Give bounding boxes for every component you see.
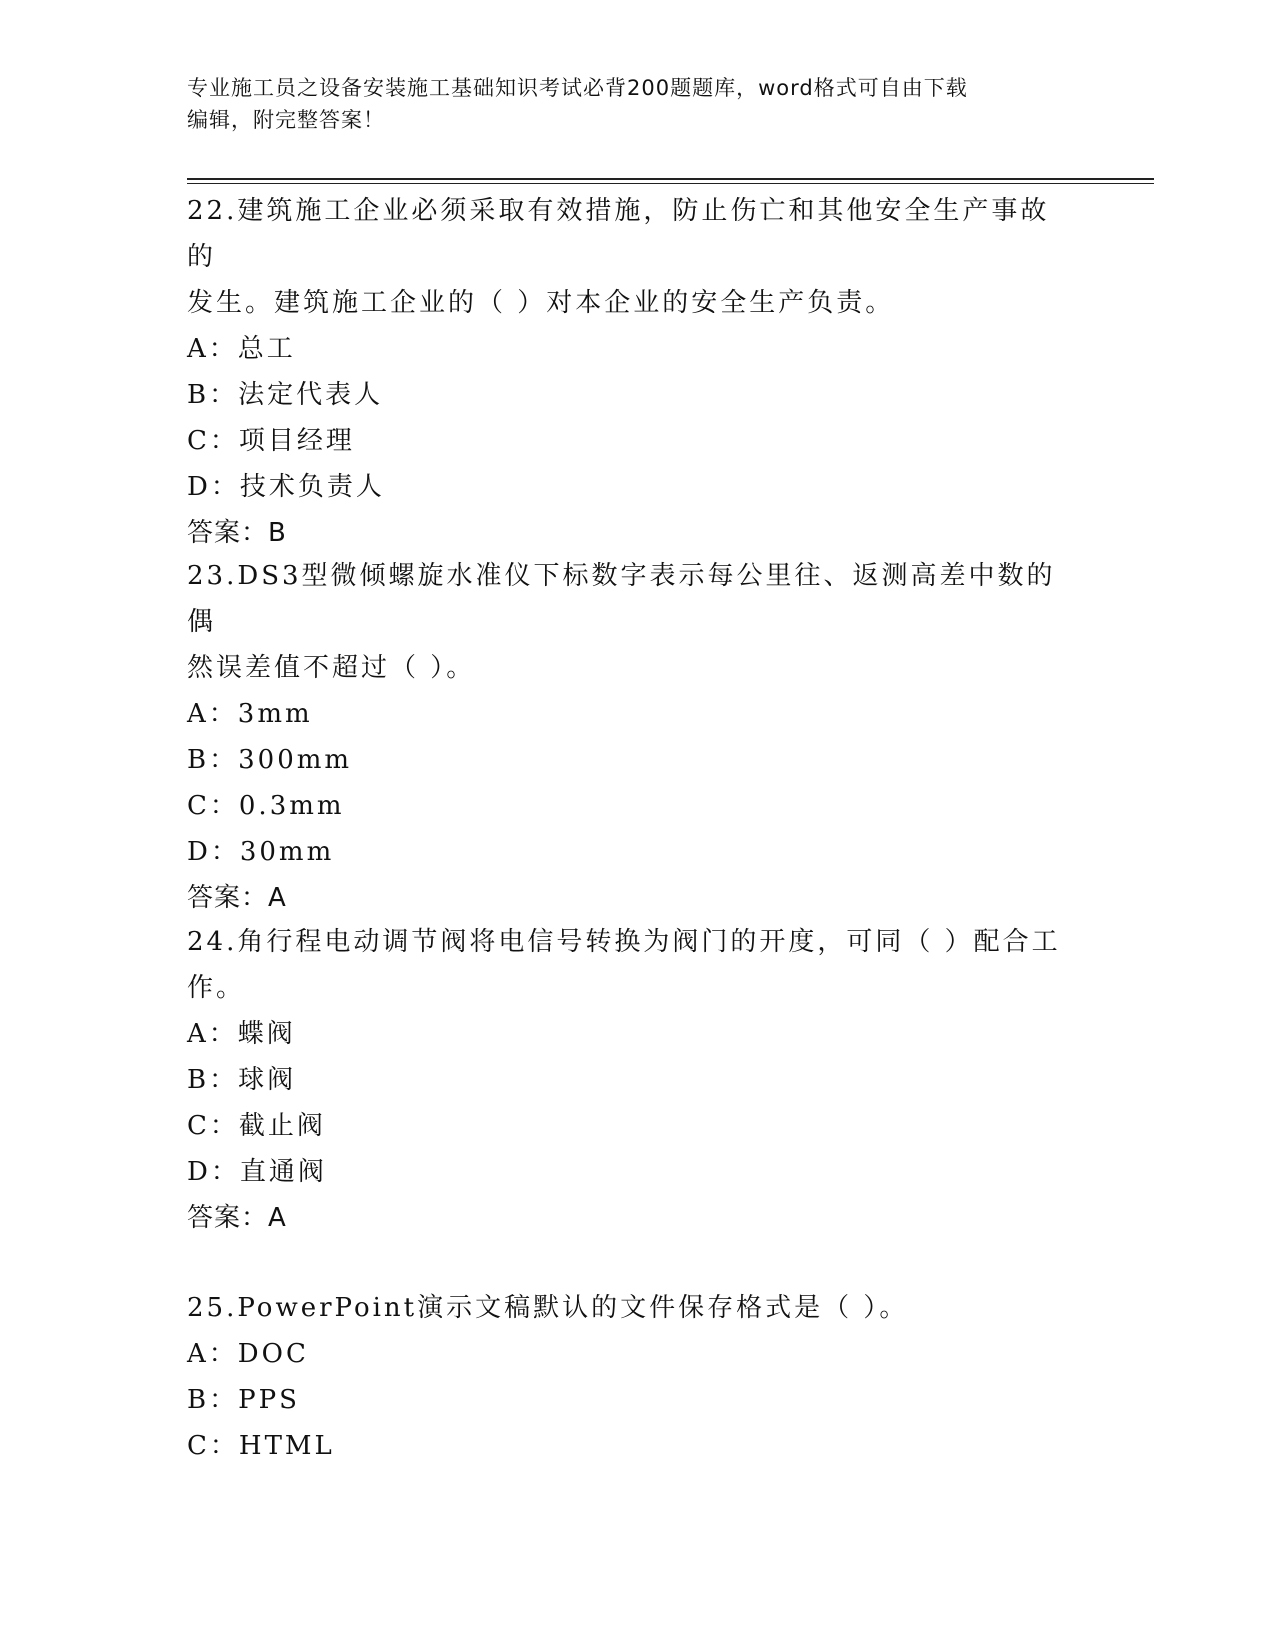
question-stem-line: 发生。建筑施工企业的（ ）对本企业的安全生产负责。	[187, 288, 895, 318]
question-stem-line: 22.建筑施工企业必须采取有效措施，防止伤亡和其他安全生产事故的	[187, 196, 1050, 272]
header-divider	[187, 178, 1154, 180]
question-25	[187, 1285, 1067, 1469]
option-b: B：300mm	[187, 745, 353, 775]
document-header	[187, 72, 1067, 136]
option-d: D：技术负责人	[187, 472, 385, 502]
question-stem-line: 25.PowerPoint演示文稿默认的文件保存格式是（ ）。	[187, 1293, 909, 1323]
option-b: B：法定代表人	[187, 380, 384, 410]
answer: 答案：A	[187, 883, 287, 913]
option-c: C：截止阀	[187, 1111, 326, 1141]
question-stem-line: 然误差值不超过（ ）。	[187, 653, 476, 683]
question-22	[187, 188, 1067, 556]
answer: 答案：A	[187, 1203, 287, 1233]
question-24	[187, 919, 1067, 1241]
answer: 答案：B	[187, 518, 287, 548]
header-line-2: 编辑，附完整答案！	[187, 108, 385, 132]
option-d: D：直通阀	[187, 1157, 327, 1187]
question-stem-line: 作。	[187, 973, 246, 1003]
option-a: A：DOC	[187, 1339, 309, 1369]
header-divider-thin	[187, 183, 1154, 184]
header-line-1: 专业施工员之设备安装施工基础知识考试必背200题题库，word格式可自由下载	[187, 76, 968, 100]
option-c: C：HTML	[187, 1431, 335, 1461]
option-c: C：项目经理	[187, 426, 355, 456]
question-stem-line: 23.DS3型微倾螺旋水准仪下标数字表示每公里往、返测高差中数的偶	[187, 561, 1056, 637]
question-stem-line: 24.角行程电动调节阀将电信号转换为阀门的开度，可同（ ）配合工	[187, 927, 1061, 957]
option-a: A：3mm	[187, 699, 313, 729]
option-a: A：蝶阀	[187, 1019, 296, 1049]
option-d: D：30mm	[187, 837, 335, 867]
option-c: C：0.3mm	[187, 791, 345, 821]
option-b: B：球阀	[187, 1065, 297, 1095]
option-b: B：PPS	[187, 1385, 300, 1415]
question-23	[187, 553, 1067, 921]
option-a: A：总工	[187, 334, 296, 364]
